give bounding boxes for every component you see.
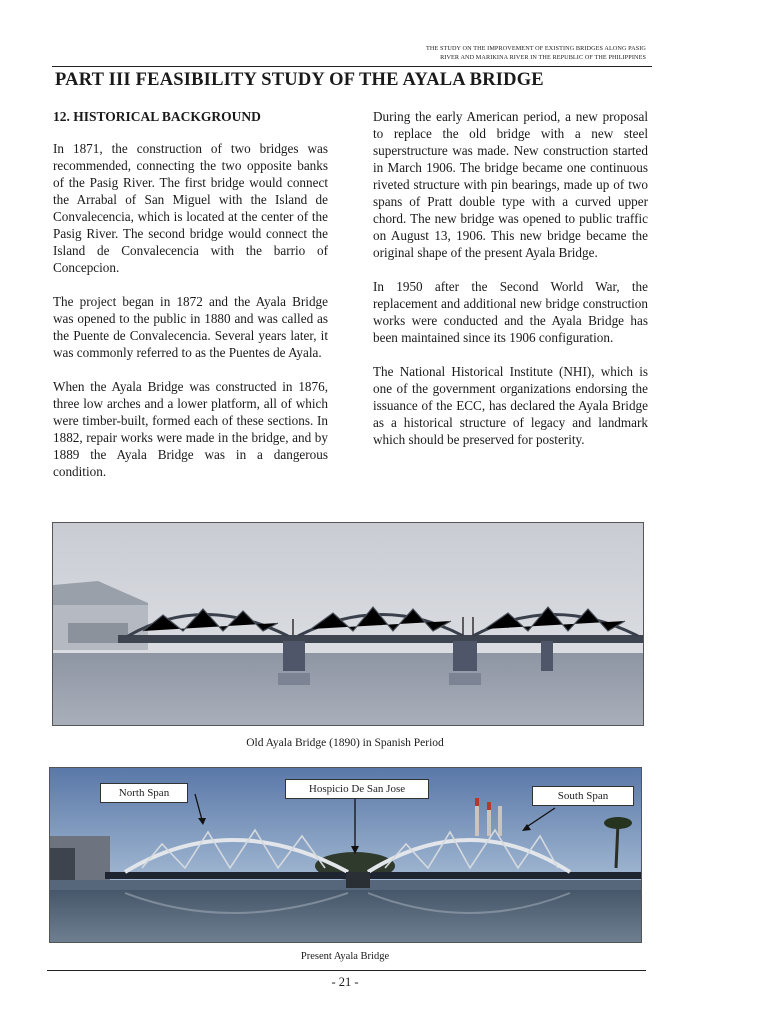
paragraph: In 1950 after the Second World War, the replacement and additional new bridge construction works were conducted and the Ayala Bridge has been maintained since its 1906 configuration. — [373, 279, 648, 345]
header-line-2: RIVER AND MARIKINA RIVER IN THE REPUBLIC OF THE PHILIPPINES — [440, 53, 646, 61]
paragraph: When the Ayala Bridge was constructed in 1876, three low arches and a lower platform, all of which were timber-built, formed each of these sections. In 1882, repair works were made in the bridge, and by 1889 the Ayala Bridge was in a dangerous condition. — [53, 379, 328, 479]
section-title: 12. HISTORICAL BACKGROUND — [53, 109, 261, 124]
paragraph: During the early American period, a new proposal to replace the old bridge with a new steel superstructure was made. New construction started in March 1906. The bridge became one continuous riveted structure with pin bearings, made up of two spans of Pratt double type with a curved upper chord. The new bridge was opened to public traffic on August 13, 1906. This new bridge became the original shape of the present Ayala Bridge. — [373, 109, 648, 260]
present-bridge-caption: Present Ayala Bridge — [300, 951, 390, 962]
right-column — [373, 108, 648, 465]
hospicio-label: Hospicio De San Jose — [285, 779, 429, 799]
north-span-label: North Span — [100, 783, 188, 803]
paragraph: In 1871, the construction of two bridges was recommended, connecting the two opposite banks of the Pasig River. The first bridge would connect the Arrabal of San Miguel with the Island de Convalecencia, which is located at the center of the Pasig River. The second bridge would connect the Island de Convalecencia with the barrio of Concepcion. — [53, 141, 328, 275]
paragraph: The National Historical Institute (NHI), which is one of the government organizations endorsing the issuance of the ECC, has declared the Ayala Bridge as a historical structure of legacy and landmark which should be preserved for posterity. — [373, 364, 648, 447]
old-bridge-photo — [52, 522, 644, 726]
page-number: - 21 - — [331, 975, 359, 989]
old-bridge-caption: Old Ayala Bridge (1890) in Spanish Period — [246, 737, 444, 749]
left-column — [53, 108, 328, 497]
paragraph: The project began in 1872 and the Ayala Bridge was opened to the public in 1880 and was called as the Puente de Convalecencia. Several years later, it was commonly referred to as the Puentes de Ayala. — [53, 294, 328, 360]
header-rule — [52, 66, 652, 67]
document-header — [346, 45, 646, 62]
header-line-1: THE STUDY ON THE IMPROVEMENT OF EXISTING BRIDGES ALONG PASIG — [426, 45, 646, 52]
part-title: PART III FEASIBILITY STUDY OF THE AYALA BRIDGE — [55, 70, 544, 90]
south-span-label: South Span — [532, 786, 634, 806]
footer-rule — [47, 970, 646, 971]
